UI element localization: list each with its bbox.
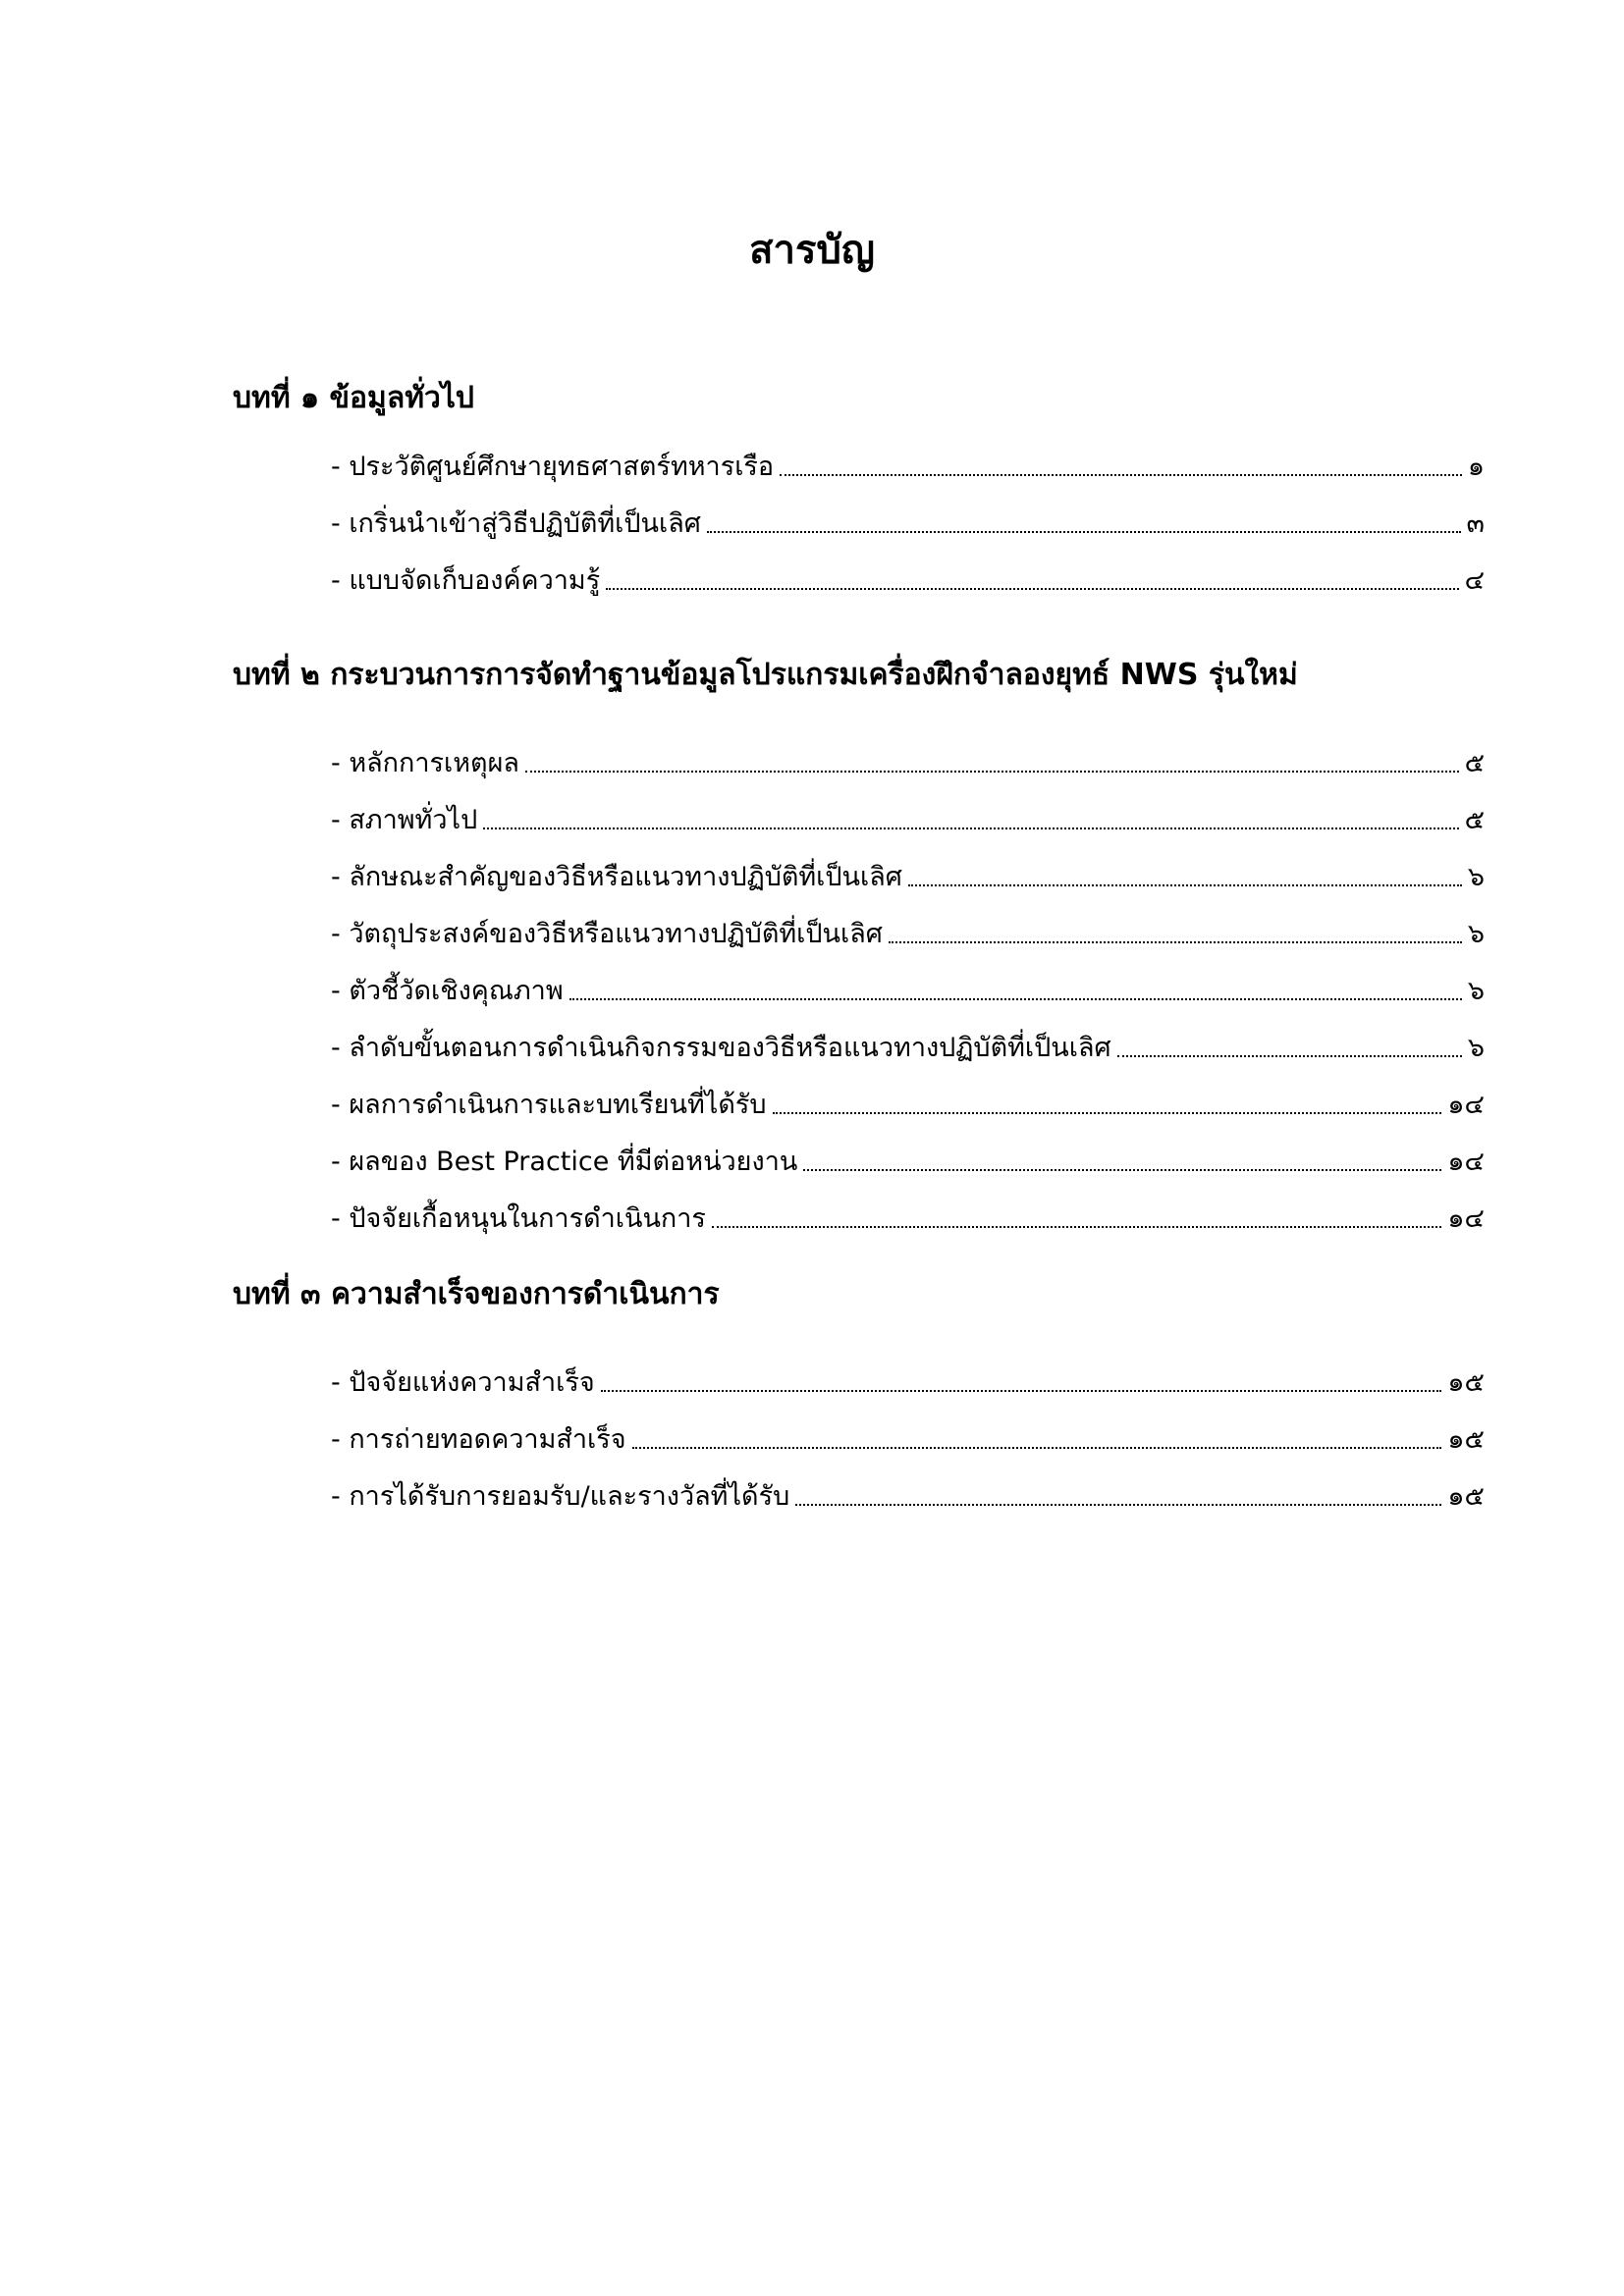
toc-entry[interactable] <box>331 1460 1485 1517</box>
toc-page-number: ๑๕ <box>1447 1424 1485 1455</box>
dot-leader <box>908 884 1462 886</box>
toc-entry[interactable] <box>331 897 1485 954</box>
toc-entry-label: - แบบจัดเก็บองค์ความรู้ <box>331 565 601 596</box>
toc-list <box>233 430 1485 601</box>
toc-entry-label: - หลักการเหตุผล <box>331 748 519 778</box>
toc-entry-label: - การได้รับการยอมรับ/และรางวัลที่ได้รับ <box>331 1481 790 1512</box>
dot-leader <box>606 588 1458 590</box>
toc-entry[interactable] <box>331 487 1485 544</box>
toc-entry[interactable] <box>331 783 1485 840</box>
toc-entry[interactable] <box>331 430 1485 487</box>
toc-list <box>233 726 1485 1239</box>
dot-leader <box>780 474 1462 476</box>
toc-entry-label: - ผลของ Best Practice ที่มีต่อหน่วยงาน <box>331 1147 798 1177</box>
toc-entry-label: - ปัจจัยเกื้อหนุนในการดำเนินการ <box>331 1203 706 1234</box>
dot-leader <box>795 1504 1441 1506</box>
toc-entry-label: - ลำดับขั้นตอนการดำเนินกิจกรรมของวิธีหรือแนวทางปฏิบัติที่เป็นเลิศ <box>331 1033 1111 1063</box>
dot-leader <box>483 828 1458 829</box>
dot-leader <box>525 771 1459 773</box>
toc-entry[interactable] <box>331 1182 1485 1239</box>
toc-entry-label: - วัตถุประสงค์ของวิธีหรือแนวทางปฏิบัติที่เป็นเลิศ <box>331 919 883 949</box>
toc-page-number: ๓ <box>1466 508 1485 539</box>
dot-leader <box>569 998 1462 1000</box>
toc-list <box>233 1346 1485 1517</box>
toc-page-number: ๕ <box>1464 805 1485 835</box>
toc-entry-label: - สภาพทั่วไป <box>331 805 478 835</box>
toc-entry[interactable] <box>331 1125 1485 1182</box>
toc-entry[interactable] <box>331 1068 1485 1125</box>
chapter-heading: บทที่ ๑ ข้อมูลทั่วไป <box>233 381 474 415</box>
toc-entry-label: - ตัวชี้วัดเชิงคุณภาพ <box>331 976 564 1006</box>
dot-leader <box>889 941 1462 943</box>
dot-leader <box>632 1447 1442 1449</box>
toc-entry-label: - เกริ่นนำเข้าสู่วิธีปฏิบัติที่เป็นเลิศ <box>331 508 701 539</box>
toc-page-number: ๖ <box>1467 862 1485 892</box>
toc-page-number: ๖ <box>1467 1033 1485 1063</box>
toc-page-number: ๕ <box>1464 748 1485 778</box>
chapter-heading: บทที่ ๒ กระบวนการการจัดทำฐานข้อมูลโปรแกรมเครื่องฝึกจำลองยุทธ์ NWS รุ่นใหม่ <box>233 658 1298 692</box>
toc-entry[interactable] <box>331 1011 1485 1068</box>
toc-page-number: ๖ <box>1467 919 1485 949</box>
toc-page-number: ๖ <box>1467 976 1485 1006</box>
toc-page-number: ๑๔ <box>1447 1203 1485 1234</box>
toc-entry-label: - ประวัติศูนย์ศึกษายุทธศาสตร์ทหารเรือ <box>331 452 775 482</box>
dot-leader <box>707 531 1461 533</box>
toc-section-chapter-3 <box>233 1273 1485 1517</box>
toc-section-chapter-2 <box>233 654 1485 1239</box>
toc-section-chapter-1 <box>233 377 1485 601</box>
dot-leader <box>601 1390 1442 1392</box>
toc-page-number: ๔ <box>1464 565 1485 596</box>
dot-leader <box>773 1112 1442 1114</box>
toc-entry-label: - ผลการดำเนินการและบทเรียนที่ได้รับ <box>331 1090 767 1120</box>
toc-entry[interactable] <box>331 726 1485 783</box>
toc-entry-label: - การถ่ายทอดความสำเร็จ <box>331 1424 626 1455</box>
toc-entry[interactable] <box>331 1346 1485 1403</box>
dot-leader <box>1117 1055 1462 1057</box>
toc-entry[interactable] <box>331 954 1485 1011</box>
toc-page-number: ๑ <box>1467 452 1485 482</box>
toc-entry[interactable] <box>331 840 1485 897</box>
toc-entry[interactable] <box>331 544 1485 601</box>
toc-entry[interactable] <box>331 1403 1485 1460</box>
page-title: สารบัญ <box>749 227 875 273</box>
toc-page-number: ๑๔ <box>1447 1147 1485 1177</box>
chapter-heading: บทที่ ๓ ความสำเร็จของการดำเนินการ <box>233 1277 720 1311</box>
toc-entry-label: - ลักษณะสำคัญของวิธีหรือแนวทางปฏิบัติที่เป็นเลิศ <box>331 862 902 892</box>
dot-leader <box>803 1169 1441 1171</box>
dot-leader <box>712 1226 1441 1228</box>
toc-page-number: ๑๕ <box>1447 1367 1485 1398</box>
toc-entry-label: - ปัจจัยแห่งความสำเร็จ <box>331 1367 595 1398</box>
toc-page-number: ๑๕ <box>1447 1481 1485 1512</box>
toc-page-number: ๑๔ <box>1447 1090 1485 1120</box>
